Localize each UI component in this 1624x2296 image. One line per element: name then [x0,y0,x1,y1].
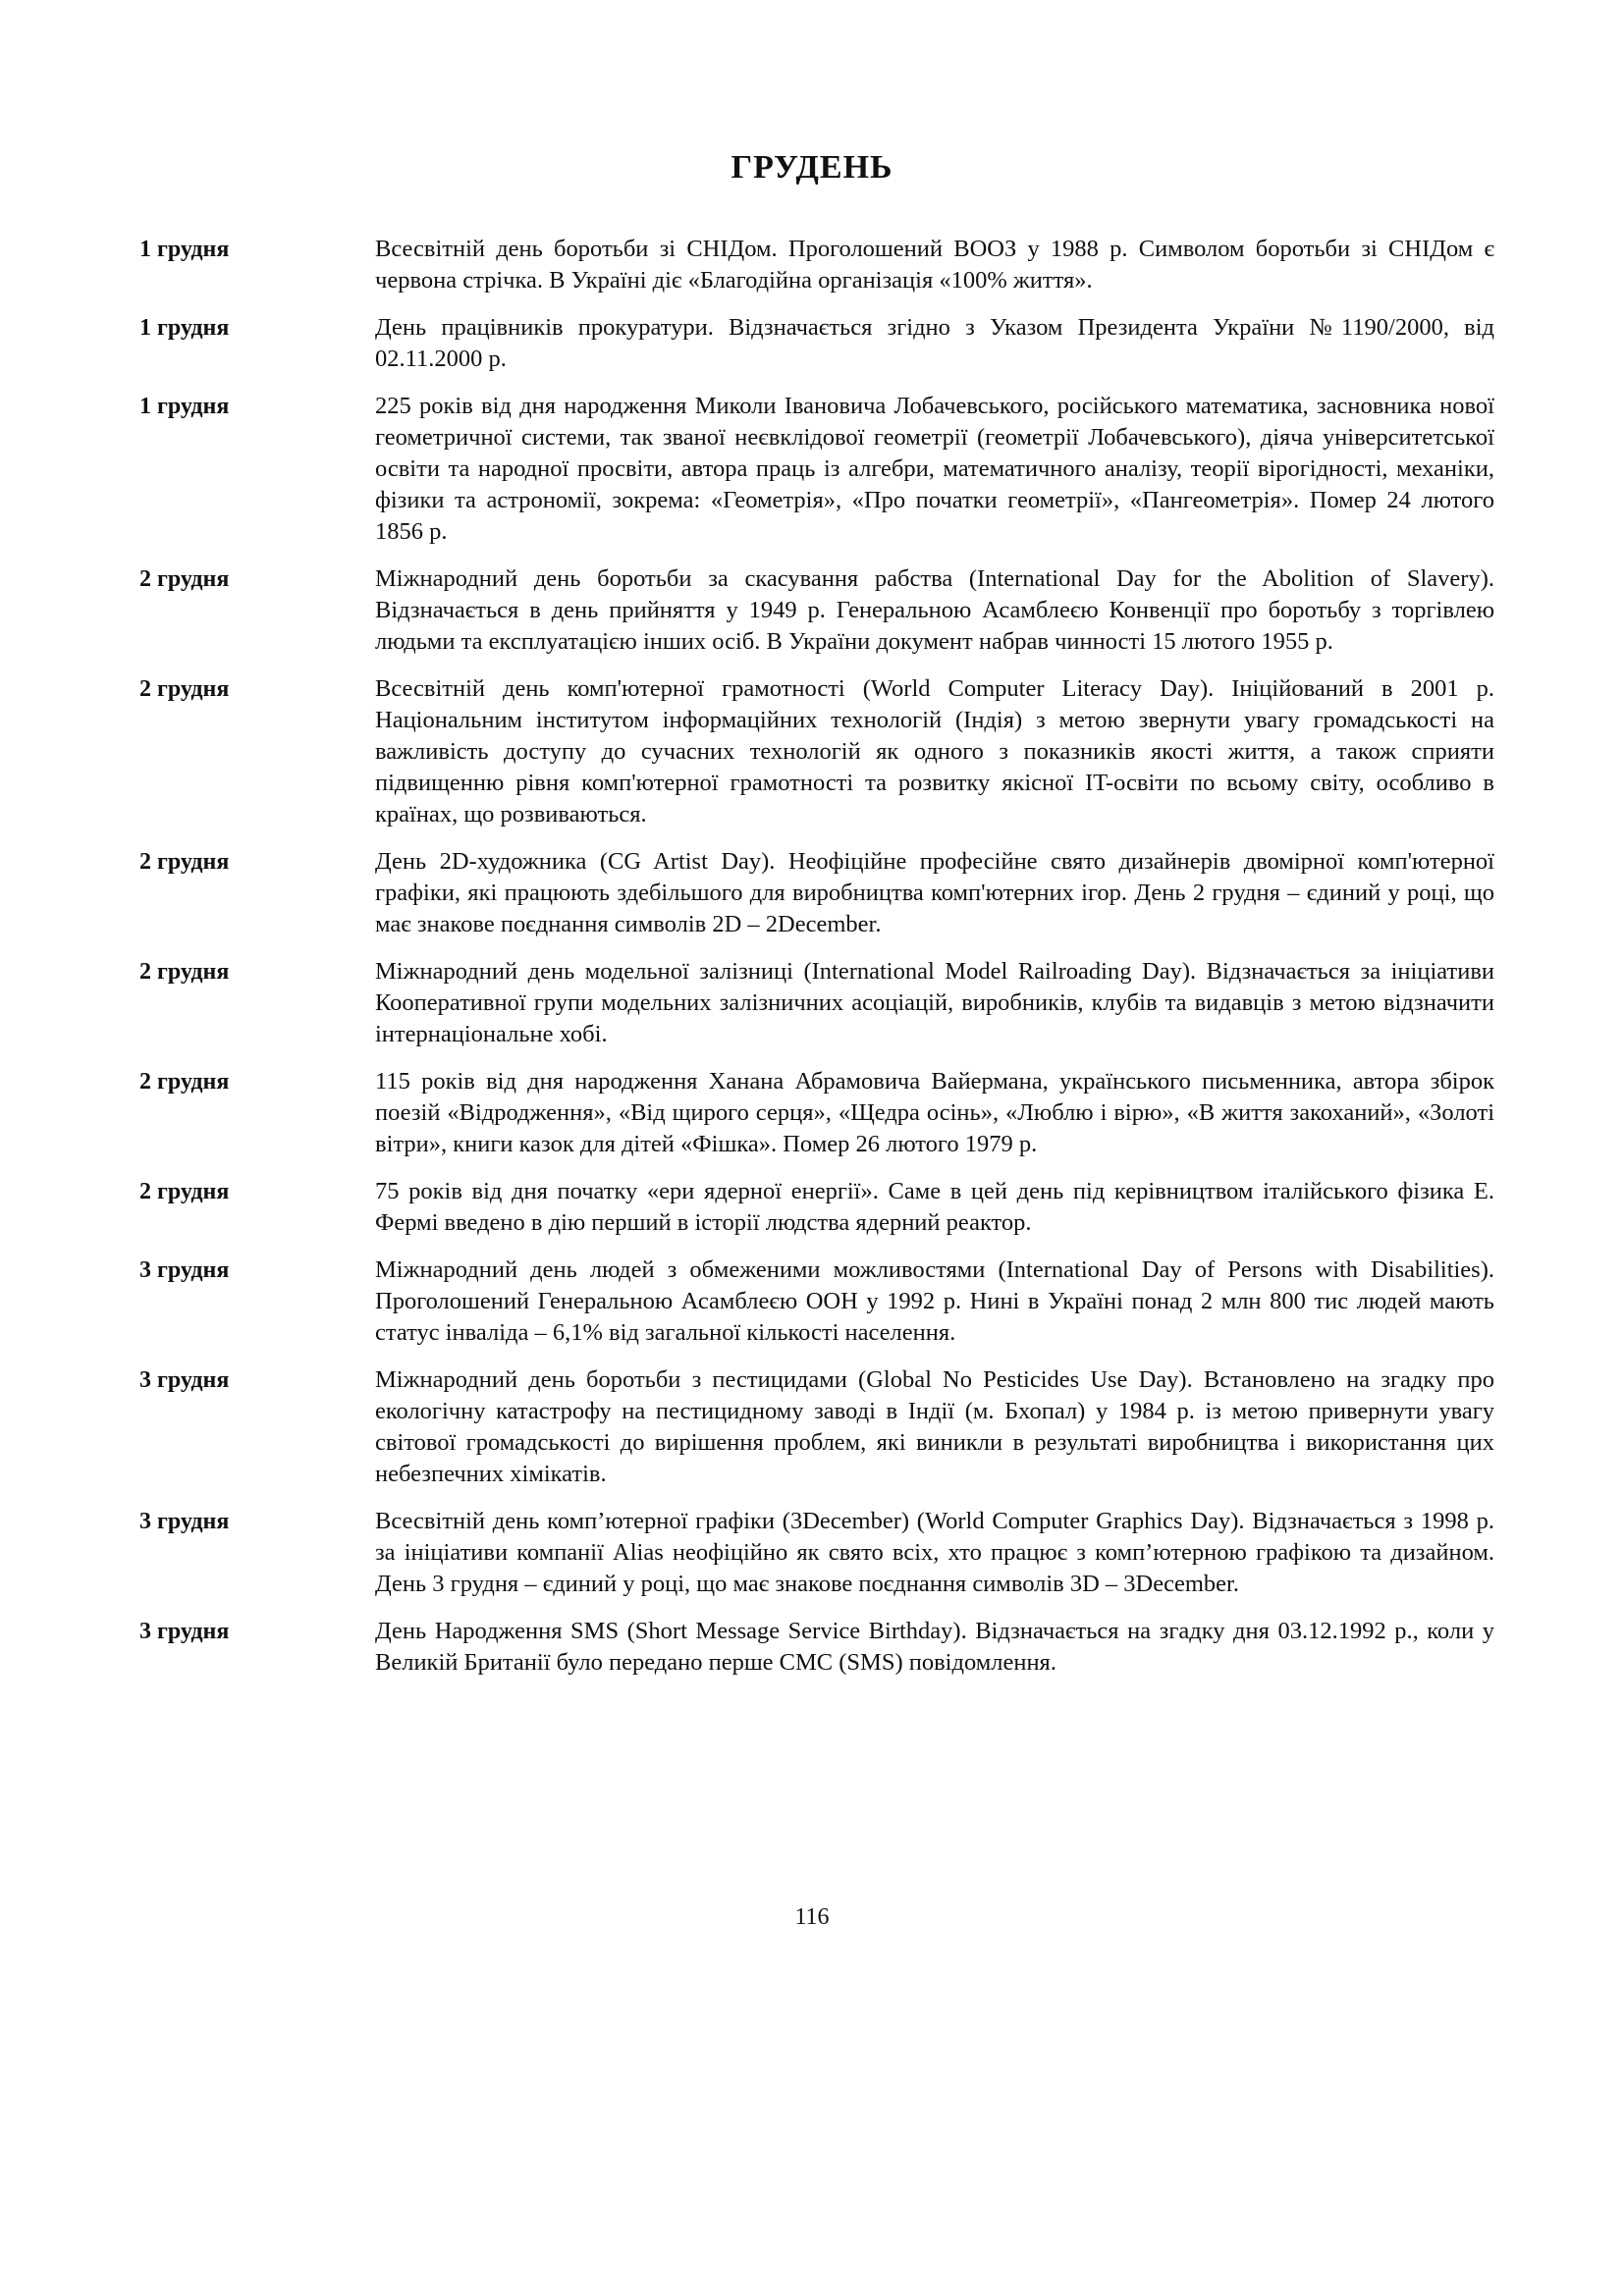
calendar-entry [139,563,1494,658]
calendar-entry [139,1364,1494,1490]
entry-description: 225 років від дня народження Миколи Івановича Лобачевського, російського математика, засновника нової геометричної системи, так званої неєвклідової геометрії (геометрії Лобачевського), діяча університетської освіти та народної просвіти, автора праць із алгебри, математичного аналізу, теорії вірогідності, механіки, фізики та астрономії, зокрема: «Геометрія», «Про початки геометрії», «Пангеометрія». Помер 24 лютого 1856 р. [375,393,1494,545]
entry-date: 1 грудня [139,237,230,262]
entry-description: 75 років від дня початку «ери ядерної енергії». Саме в цей день під керівництвом італійського фізика Е. Фермі введено в дію перший в історії людства ядерний реактор. [375,1178,1494,1236]
entry-date: 1 грудня [139,315,230,341]
entry-description: Міжнародний день модельної залізниці (International Model Railroading Day). Відзначається за ініціативи Кооперативної групи модельних залізничних асоціацій, виробників, клубів та видавців з метою відзначити інтернаціональне хобі. [375,958,1494,1047]
entry-date: 1 грудня [139,394,230,419]
calendar-entry [139,673,1494,830]
entry-description: 115 років від дня народження Ханана Абрамовича Вайермана, українського письменника, автора збірок поезій «Відродження», «Від щирого серця», «Щедра осінь», «Люблю і вірю», «В життя закоханий», «Золоті вітри», книги казок для дітей «Фішка». Помер 26 лютого 1979 р. [375,1068,1494,1157]
entry-description: Всесвітній день комп'ютерної грамотності (World Computer Literacy Day). Ініційований в 2001 р. Національним інститутом інформаційних технологій (Індія) з метою звернути увагу громадськості на важливість доступу до сучасних технологій як одного з показників якості життя, а також сприяти підвищенню рівня комп'ютерної грамотності та розвитку якісної IT-освіти по всьому світу, особливо в країнах, що розвиваються. [375,675,1494,828]
calendar-entry [139,1176,1494,1239]
entry-date: 2 грудня [139,676,230,702]
entry-description: Міжнародний день боротьби за скасування рабства (International Day for the Abolition of Slavery). Відзначається в день прийняття у 1949 р. Генеральною Асамблеєю Конвенції про боротьбу з торгівлею людьми та експлуатацією інших осіб. В України документ набрав чинності 15 лютого 1955 р. [375,565,1494,655]
entry-description: Всесвітній день комп’ютерної графіки (3December) (World Computer Graphics Day). Відзначається з 1998 р. за ініціативи компанії Alias неофіційно як свято всіх, хто працює з комп’ютерною графікою та дизайном. День 3 грудня – єдиний у році, що має знакове поєднання символів 3D – 3December. [375,1508,1494,1597]
entry-date: 2 грудня [139,849,230,875]
calendar-entry [139,312,1494,375]
calendar-entry [139,1616,1494,1679]
calendar-entries [139,234,1494,1694]
calendar-entry [139,234,1494,296]
page-number: 116 [794,1904,830,1930]
entry-description: День 2D-художника (CG Artist Day). Неофіційне професійне свято дизайнерів двомірної комп'ютерної графіки, які працюють здебільшого для виробництва комп'ютерних ігор. День 2 грудня – єдиний у році, що має знакове поєднання символів 2D – 2December. [375,848,1494,937]
calendar-entry [139,956,1494,1050]
entry-description: День Народження SMS (Short Message Service Birthday). Відзначається на згадку дня 03.12.1992 р., коли у Великій Британії було передано перше СМС (SMS) повідомлення. [375,1618,1494,1676]
entry-date: 3 грудня [139,1619,230,1644]
entry-date: 3 грудня [139,1509,230,1534]
calendar-entry [139,391,1494,548]
entry-date: 2 грудня [139,1069,230,1095]
calendar-entry [139,1506,1494,1600]
entry-date: 2 грудня [139,959,230,985]
entry-date: 2 грудня [139,1179,230,1204]
entry-description: Всесвітній день боротьби зі СНІДом. Проголошений ВООЗ у 1988 р. Символом боротьби зі СНІДом є червона стрічка. В Україні діє «Благодійна організація «100% життя». [375,236,1494,294]
page-title: ГРУДЕНЬ [731,149,893,186]
entry-description: Міжнародний день людей з обмеженими можливостями (International Day of Persons with Disabilities). Проголошений Генеральною Асамблеєю ООН у 1992 р. Нині в Україні понад 2 млн 800 тис людей мають статус інваліда – 6,1% від загальної кількості населення. [375,1256,1494,1346]
entry-date: 3 грудня [139,1367,230,1393]
entry-description: День працівників прокуратури. Відзначається згідно з Указом Президента України №1190/2000, від 02.11.2000 р. [375,314,1494,372]
entry-description: Міжнародний день боротьби з пестицидами (Global No Pesticides Use Day). Встановлено на згадку про екологічну катастрофу на пестицидному заводі в Індії (м. Бхопал) у 1984 р. із метою привернути увагу світової громадськості до вирішення проблем, які виникли в результаті виробництва і використання цих небезпечних хімікатів. [375,1366,1494,1487]
entry-date: 2 грудня [139,566,230,592]
calendar-entry [139,1255,1494,1349]
calendar-entry [139,846,1494,940]
calendar-entry [139,1066,1494,1160]
entry-date: 3 грудня [139,1257,230,1283]
